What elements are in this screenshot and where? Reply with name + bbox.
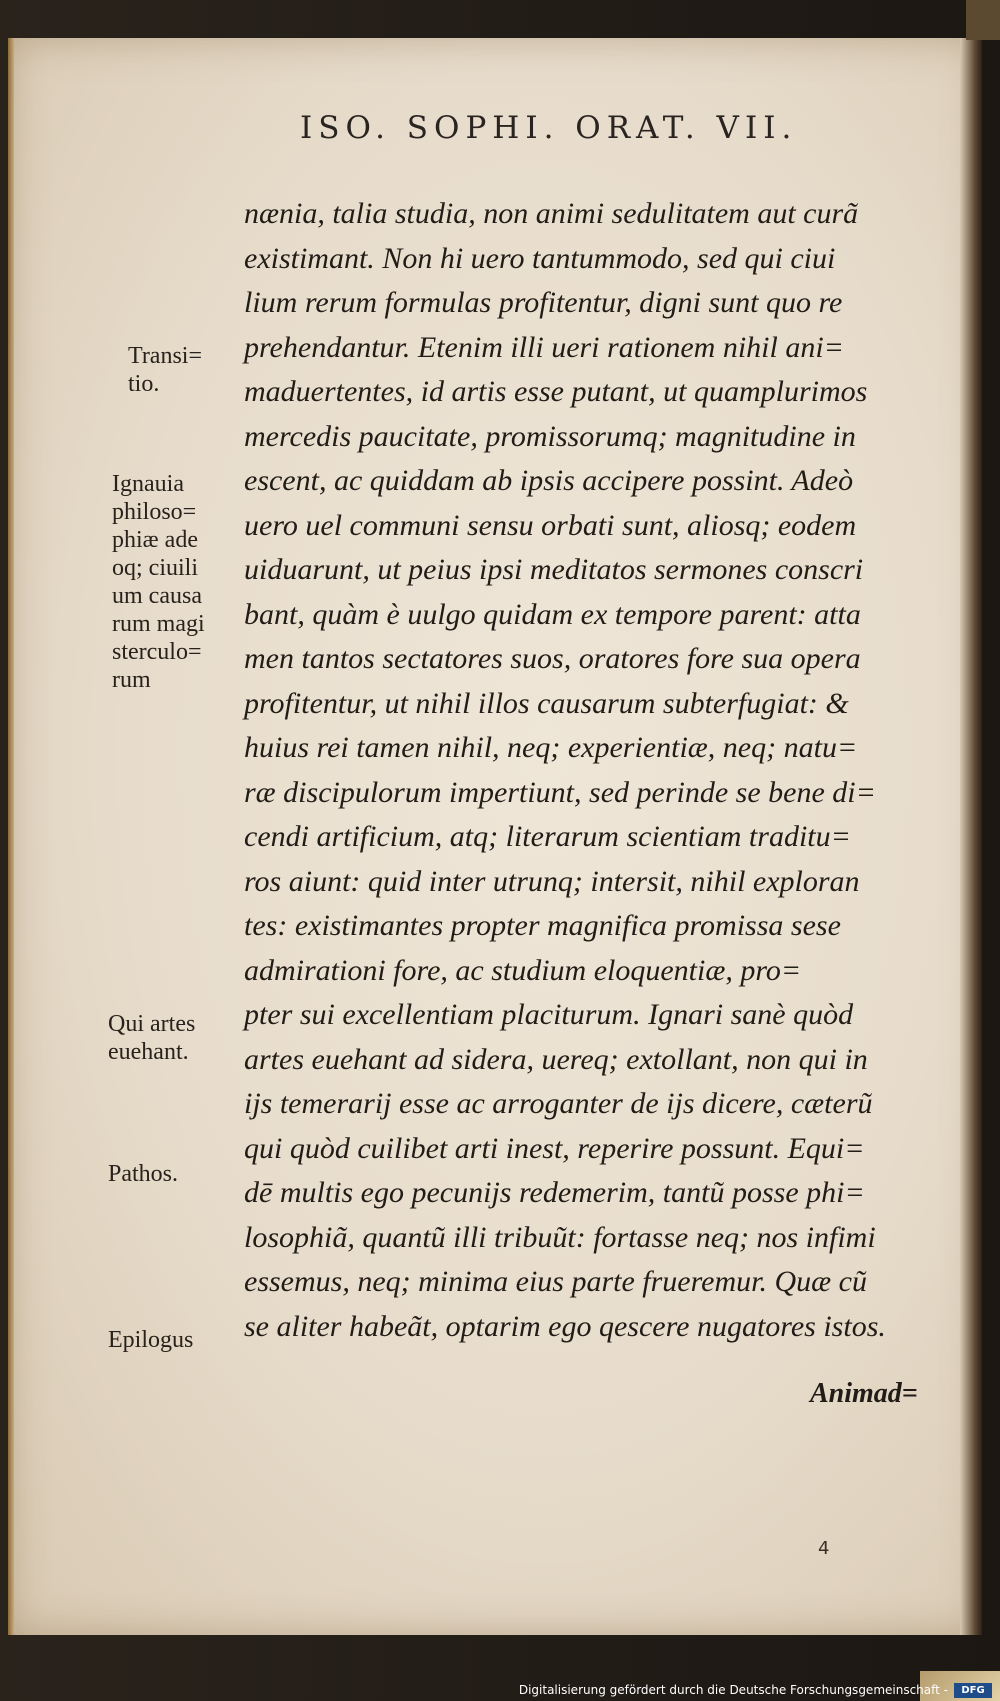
margin-note-line: Qui artes: [108, 1011, 196, 1037]
digitization-credit: Digitalisierung gefördert durch die Deutsche Forschungsgemeinschaft -: [518, 1683, 948, 1697]
margin-note-line: um causa: [112, 583, 202, 609]
margin-note-line: rum magi: [112, 611, 205, 637]
body-line: men tantos sectatores suos, oratores fore sua opera: [244, 642, 861, 675]
margin-note-transitio: [128, 342, 202, 398]
body-line: admirationi fore, ac studium eloquentiæ, pro=: [244, 953, 802, 987]
body-line: uiduarunt, ut peius ipsi meditatos sermones conscri: [244, 553, 864, 586]
margin-note-line: phiæ ade: [112, 527, 198, 553]
margin-note-qui-artes: [108, 1010, 195, 1066]
body-line: essemus, neq; minima eius parte frueremur. Quæ cũ: [244, 1265, 867, 1298]
body-text: [244, 192, 944, 1349]
body-line: prehendantur. Etenim illi ueri rationem nihil ani=: [244, 330, 844, 364]
dfg-logo: DFG: [954, 1683, 992, 1698]
body-line: cendi artificium, atq; literarum scientiam traditu=: [244, 820, 851, 853]
body-line: huius rei tamen nihil, neq; experientiæ, neq; natu=: [244, 731, 858, 764]
body-line: losophiã, quantũ illi tribuũt: fortasse neq; nos infimi: [244, 1220, 876, 1254]
body-line: maduertentes, id artis esse putant, ut quamplurimos: [244, 375, 868, 408]
margin-note-line: oq; ciuili: [112, 555, 198, 581]
body-line: uero uel communi sensu orbati sunt, aliosq; eodem: [244, 508, 857, 542]
margin-note-line: Epilogus: [108, 1327, 194, 1353]
margin-note-line: euehant.: [108, 1039, 189, 1065]
margin-note-ignauia: [112, 470, 205, 694]
margin-note-line: philoso=: [112, 499, 197, 525]
body-line: escent, ac quiddam ab ipsis accipere possint. Adeò: [244, 464, 854, 497]
margin-note-line: sterculo=: [112, 639, 202, 665]
margin-note-line: Transi=: [128, 343, 203, 369]
signature-mark: 4: [818, 1538, 830, 1559]
corner-shadow: [966, 0, 1000, 40]
body-line: tes: existimantes propter magnifica promissa sese: [244, 909, 841, 942]
body-line: ros aiunt: quid inter utrunq; intersit, nihil exploran: [244, 864, 860, 898]
margin-note-epilogus: [108, 1326, 193, 1354]
margin-note-line: rum: [112, 667, 151, 693]
body-line: pter sui excellentiam placiturum. Ignari sanè quòd: [244, 998, 854, 1031]
catchword: Animad=: [810, 1378, 918, 1409]
body-line: ijs temerarij esse ac arroganter de ijs dicere, cæterũ: [244, 1087, 873, 1120]
page-edge-left: [8, 38, 14, 1635]
margin-note-line: tio.: [128, 371, 160, 397]
body-line: mercedis paucitate, promissorumq; magnitudine in: [244, 419, 856, 453]
body-line: artes euehant ad sidera, uereq; extollant, non qui in: [244, 1042, 868, 1076]
body-line: profitentur, ut nihil illos causarum subterfugiat: &: [244, 686, 849, 720]
body-line: se aliter habeãt, optarim ego qescere nugatores istos.: [244, 1309, 886, 1343]
page-edge-right: [960, 38, 982, 1635]
body-line: nænia, talia studia, non animi sedulitatem aut curã: [244, 197, 859, 230]
body-line: bant, quàm è uulgo quidam ex tempore parent: atta: [244, 597, 861, 631]
margin-note-line: Pathos.: [108, 1161, 179, 1187]
running-head: ISO. SOPHI. ORAT. VII.: [300, 110, 798, 146]
margin-note-pathos: [108, 1160, 178, 1188]
body-line: ræ discipulorum impertiunt, sed perinde se bene di=: [244, 775, 876, 809]
body-line: lium rerum formulas profitentur, digni sunt quo re: [244, 286, 843, 319]
body-line: existimant. Non hi uero tantummodo, sed qui ciui: [244, 241, 836, 275]
body-line: dē multis ego pecunijs redemerim, tantũ posse phi=: [244, 1176, 865, 1209]
body-line: qui quòd cuilibet arti inest, reperire possunt. Equi=: [244, 1131, 865, 1165]
margin-note-line: Ignauia: [112, 471, 184, 497]
